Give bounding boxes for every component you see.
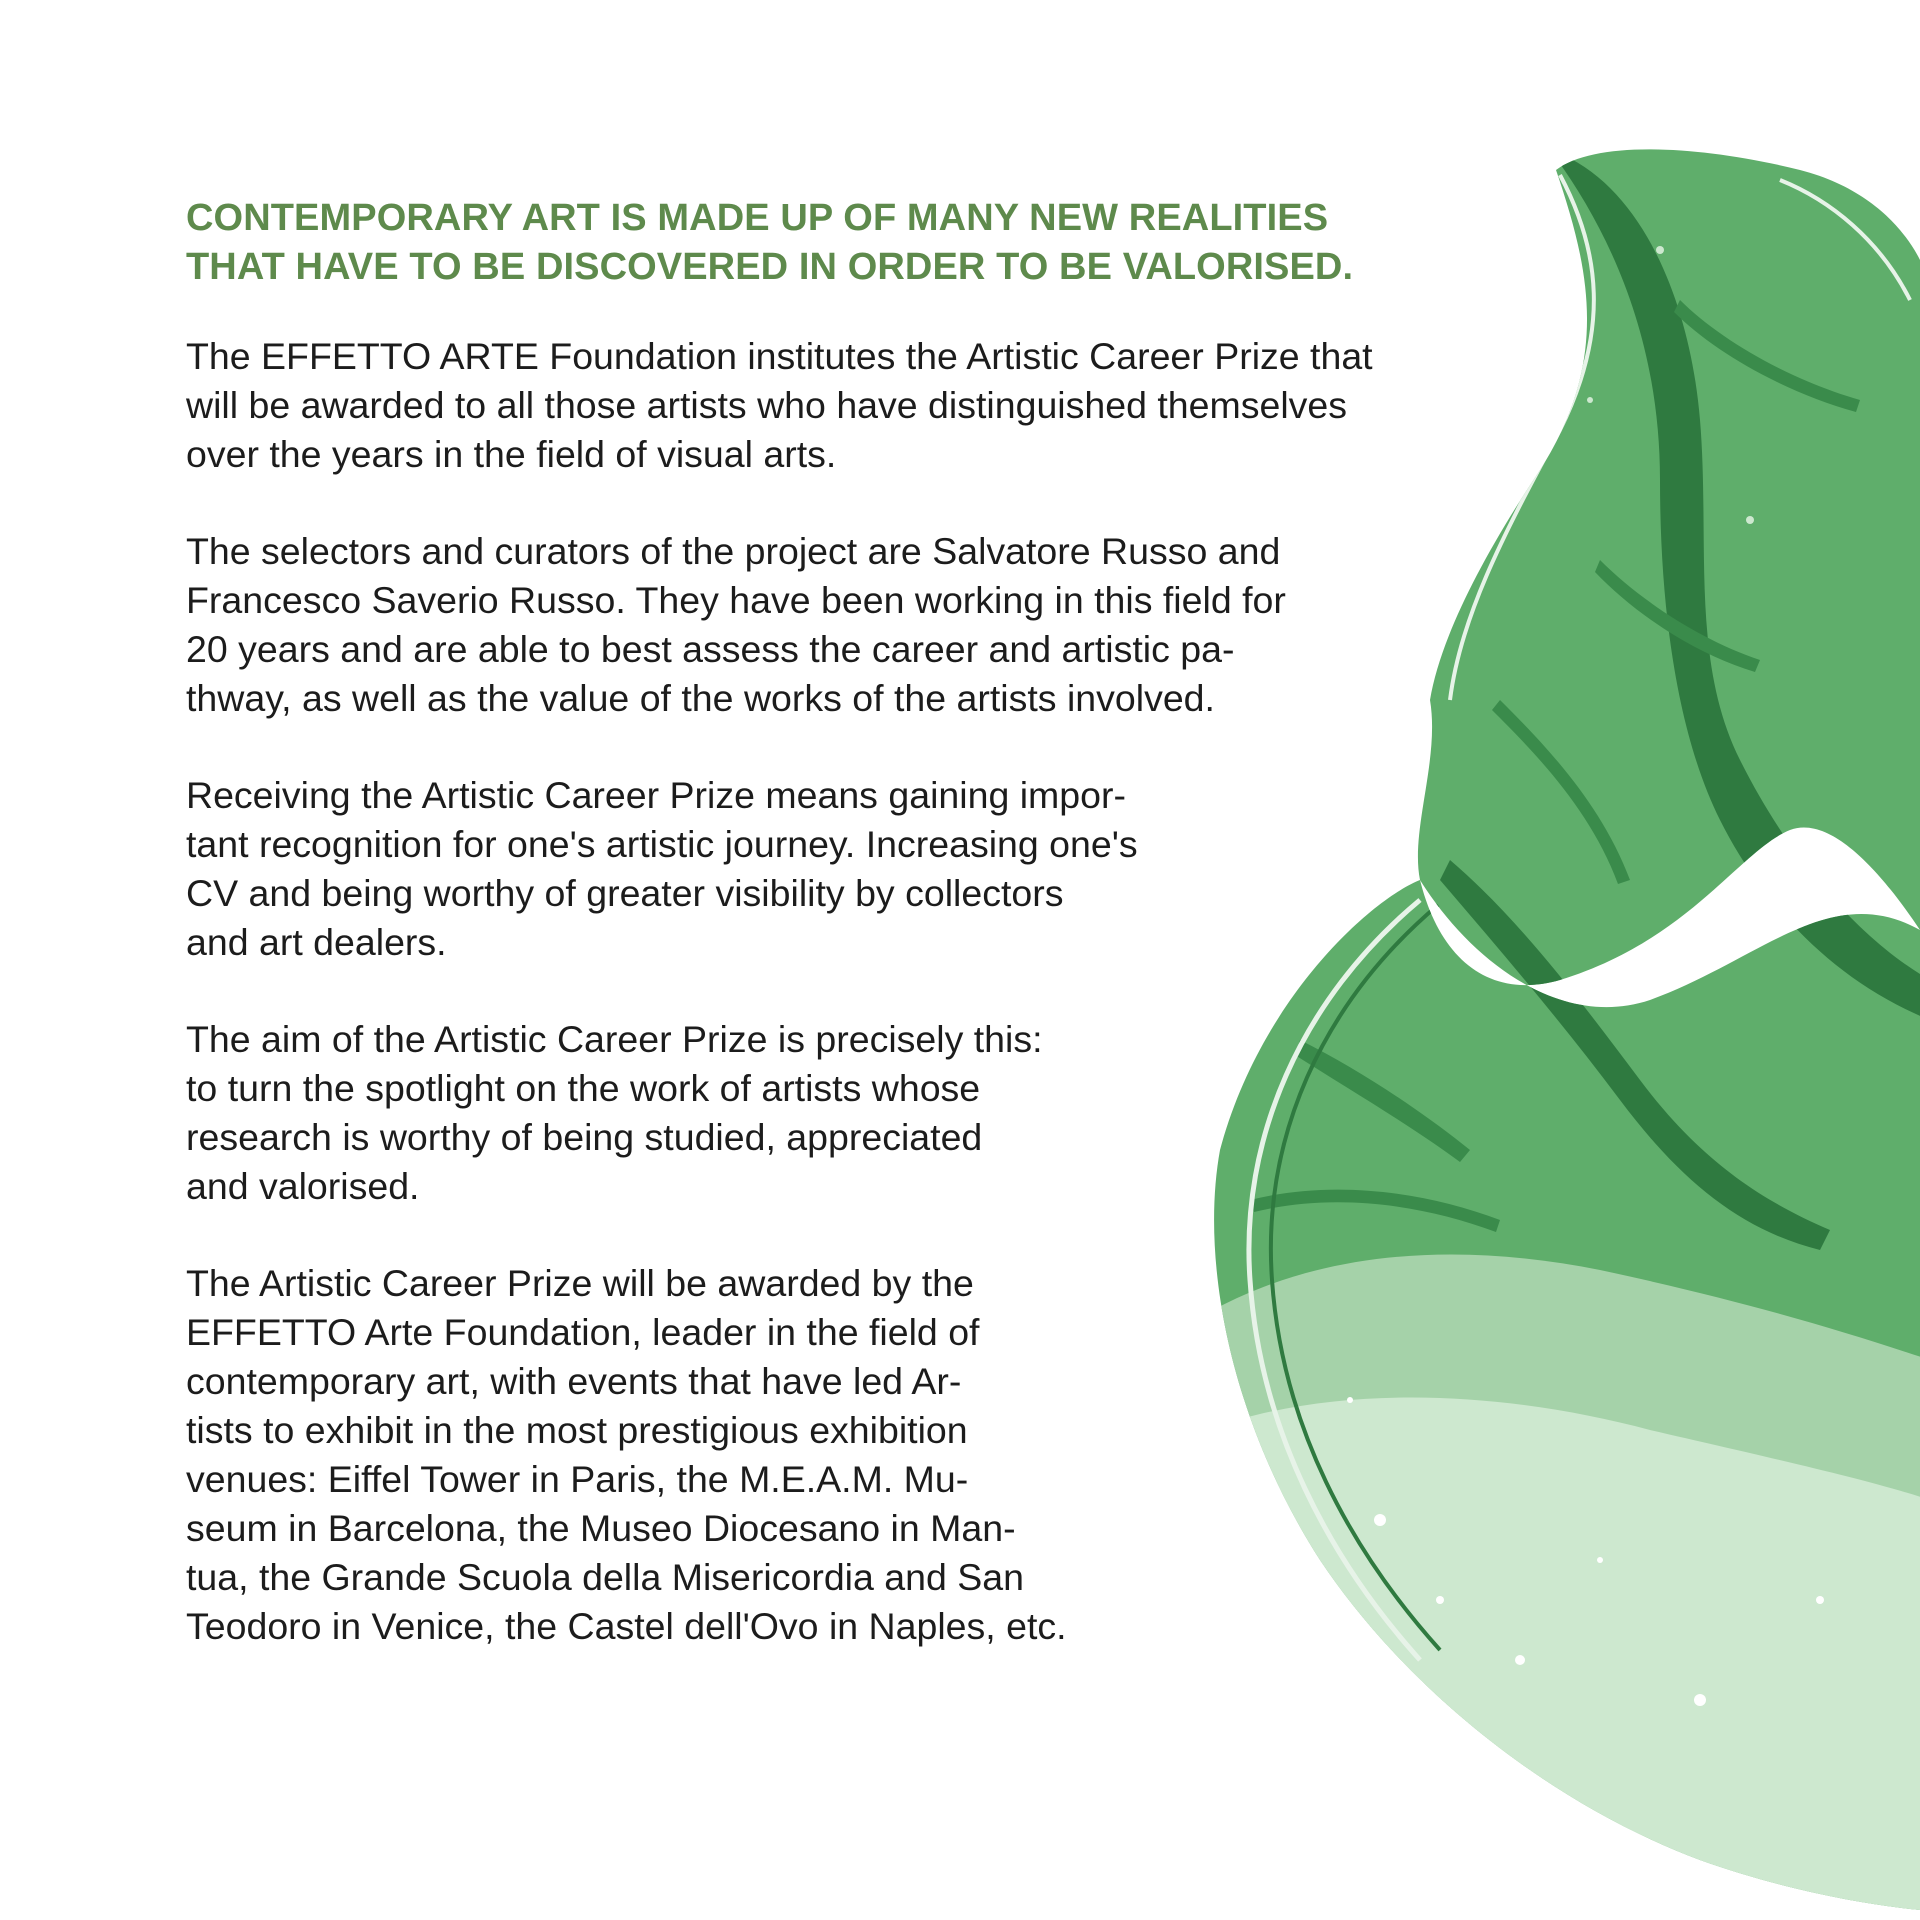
text-line: Receiving the Artistic Career Prize means gaining impor- [186, 774, 1126, 816]
headline-line: CONTEMPORARY ART IS MADE UP OF MANY NEW REALITIES [186, 197, 1329, 239]
text-line: The EFFETTO ARTE Foundation institutes the Artistic Career Prize that [186, 335, 1373, 377]
text-line: contemporary art, with events that have led Ar- [186, 1360, 962, 1402]
text-line: tua, the Grande Scuola della Misericordia and San [186, 1556, 1025, 1598]
text-line: The Artistic Career Prize will be awarded by the [186, 1262, 974, 1304]
headline-line: THAT HAVE TO BE DISCOVERED IN ORDER TO BE VALORISED. [186, 246, 1354, 288]
paragraph-receiving-prize [186, 771, 1138, 967]
text-line: over the years in the field of visual arts. [186, 433, 837, 475]
text-line: Teodoro in Venice, the Castel dell'Ovo in Naples, etc. [186, 1605, 1067, 1647]
text-line: and art dealers. [186, 921, 447, 963]
text-line: CV and being worthy of greater visibility by collectors [186, 872, 1064, 914]
paragraph-prize-aim [186, 1015, 1043, 1211]
text-line: The aim of the Artistic Career Prize is precisely this: [186, 1018, 1043, 1060]
paragraph-awarding-foundation [186, 1259, 1067, 1651]
text-line: Francesco Saverio Russo. They have been working in this field for [186, 579, 1286, 621]
text-line: will be awarded to all those artists who have distinguished themselves [186, 384, 1348, 426]
paragraph-selectors-curators [186, 527, 1286, 723]
text-line: and valorised. [186, 1165, 420, 1207]
text-line: 20 years and are able to best assess the career and artistic pa- [186, 628, 1235, 670]
headline [186, 194, 1353, 292]
paragraph-foundation-prize [186, 332, 1373, 479]
text-line: venues: Eiffel Tower in Paris, the M.E.A.M. Mu- [186, 1458, 969, 1500]
text-line: tant recognition for one's artistic journey. Increasing one's [186, 823, 1138, 865]
text-line: EFFETTO Arte Foundation, leader in the field of [186, 1311, 980, 1353]
text-line: to turn the spotlight on the work of artists whose [186, 1067, 981, 1109]
text-line: The selectors and curators of the project are Salvatore Russo and [186, 530, 1281, 572]
text-line: tists to exhibit in the most prestigious exhibition [186, 1409, 968, 1451]
text-line: research is worthy of being studied, appreciated [186, 1116, 983, 1158]
text-line: thway, as well as the value of the works of the artists involved. [186, 677, 1215, 719]
text-line: seum in Barcelona, the Museo Diocesano in Man- [186, 1507, 1016, 1549]
